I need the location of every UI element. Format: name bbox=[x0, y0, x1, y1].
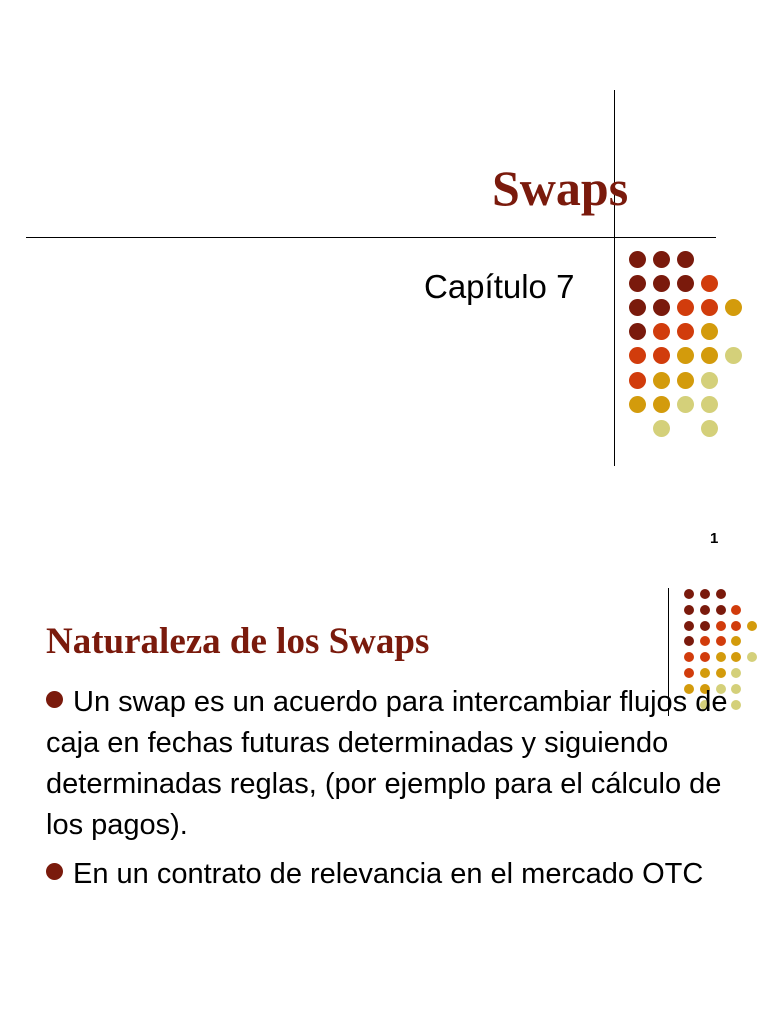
vertical-divider bbox=[614, 90, 615, 466]
decorative-dot bbox=[700, 652, 710, 662]
decorative-dot bbox=[629, 251, 646, 268]
decorative-dot bbox=[653, 372, 670, 389]
decorative-dot bbox=[731, 605, 741, 615]
decorative-dot bbox=[700, 589, 710, 599]
decorative-dot bbox=[701, 372, 718, 389]
decorative-dot bbox=[653, 347, 670, 364]
decorative-dot bbox=[716, 589, 726, 599]
decorative-dot bbox=[653, 275, 670, 292]
decorative-dot bbox=[684, 621, 694, 631]
decorative-dot bbox=[653, 420, 670, 437]
decorative-dot bbox=[653, 251, 670, 268]
decorative-dot bbox=[716, 605, 726, 615]
bullet-text: En un contrato de relevancia en el mercado OTC bbox=[73, 858, 704, 890]
decorative-dot bbox=[701, 323, 718, 340]
decorative-dot bbox=[629, 299, 646, 316]
decorative-dot bbox=[629, 372, 646, 389]
decorative-dot bbox=[725, 347, 742, 364]
decorative-dot bbox=[629, 323, 646, 340]
horizontal-divider bbox=[26, 237, 716, 238]
bullet-list bbox=[46, 682, 746, 903]
decorative-dot bbox=[677, 396, 694, 413]
bullet-item bbox=[46, 682, 746, 846]
decorative-dot bbox=[684, 605, 694, 615]
decorative-dot bbox=[677, 251, 694, 268]
decorative-dot bbox=[747, 621, 757, 631]
decorative-dot bbox=[629, 347, 646, 364]
decorative-dot bbox=[731, 636, 741, 646]
bullet-text: Un swap es un acuerdo para intercambiar flujos de caja en fechas futuras determinadas y siguiendo determinadas reglas, (por ejemplo para el cálculo de los pagos). bbox=[46, 686, 728, 841]
decorative-dot bbox=[684, 636, 694, 646]
slide-title: Naturaleza de los Swaps bbox=[46, 621, 430, 662]
decorative-dot bbox=[731, 621, 741, 631]
decorative-dot bbox=[701, 396, 718, 413]
decorative-dot bbox=[716, 668, 726, 678]
decorative-dot bbox=[725, 299, 742, 316]
bullet-item bbox=[46, 854, 746, 895]
decorative-dot bbox=[701, 347, 718, 364]
decorative-dot bbox=[701, 299, 718, 316]
decorative-dot bbox=[677, 275, 694, 292]
page-number: 1 bbox=[710, 530, 719, 547]
decorative-dot bbox=[629, 275, 646, 292]
decorative-dot bbox=[700, 668, 710, 678]
decorative-dot bbox=[677, 299, 694, 316]
decorative-dot bbox=[716, 621, 726, 631]
slide-title: Swaps bbox=[492, 160, 629, 216]
bullet-icon bbox=[46, 691, 63, 708]
decorative-dot bbox=[701, 275, 718, 292]
decorative-dot bbox=[684, 668, 694, 678]
decorative-dot bbox=[700, 636, 710, 646]
decorative-dot bbox=[700, 621, 710, 631]
decorative-dot bbox=[653, 323, 670, 340]
decorative-dot bbox=[653, 396, 670, 413]
decorative-dot bbox=[731, 652, 741, 662]
decorative-dot bbox=[731, 668, 741, 678]
decorative-dot bbox=[716, 652, 726, 662]
decorative-dot bbox=[747, 652, 757, 662]
decorative-dot bbox=[677, 323, 694, 340]
decorative-dot bbox=[653, 299, 670, 316]
decorative-dot bbox=[677, 372, 694, 389]
decorative-dot bbox=[716, 636, 726, 646]
decorative-dot bbox=[684, 589, 694, 599]
bullet-icon bbox=[46, 863, 63, 880]
decorative-dot bbox=[629, 396, 646, 413]
decorative-dot bbox=[677, 347, 694, 364]
slide-subtitle: Capítulo 7 bbox=[424, 268, 575, 305]
decorative-dot bbox=[700, 605, 710, 615]
slide-2 bbox=[0, 560, 768, 1024]
decorative-dot bbox=[684, 652, 694, 662]
decorative-dot bbox=[701, 420, 718, 437]
